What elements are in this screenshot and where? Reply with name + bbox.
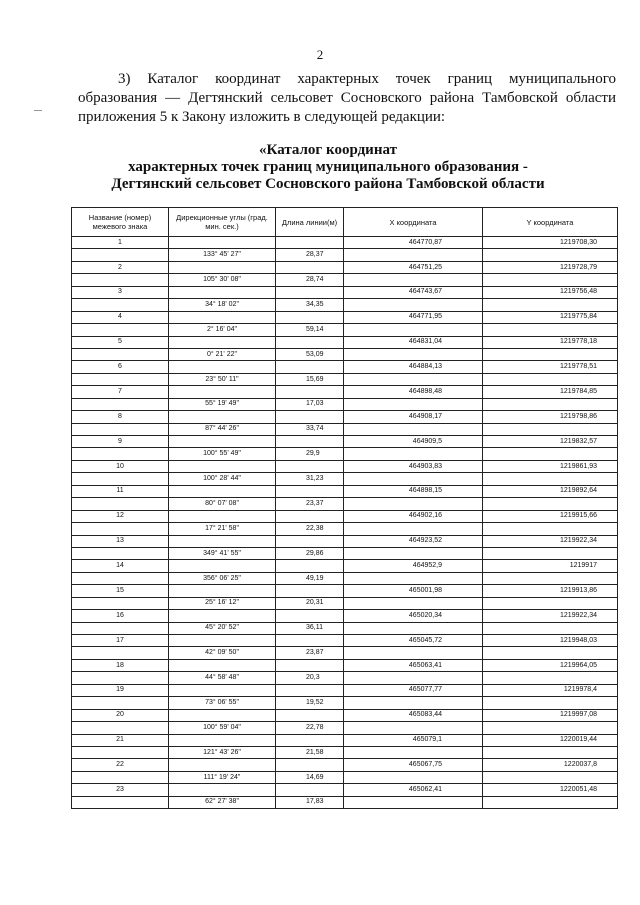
empty-cell bbox=[344, 523, 483, 535]
direction-angle-cell: 55° 19' 49" bbox=[169, 398, 276, 410]
line-length-cell: 31,23 bbox=[276, 473, 344, 485]
point-name-cell: 2 bbox=[72, 261, 169, 273]
x-coordinate-cell: 464771,95 bbox=[344, 311, 483, 323]
empty-cell bbox=[344, 423, 483, 435]
empty-cell bbox=[276, 560, 344, 572]
empty-cell bbox=[169, 237, 276, 249]
empty-cell bbox=[483, 672, 618, 684]
y-coordinate-cell: 1219922,34 bbox=[483, 610, 618, 622]
empty-cell bbox=[483, 348, 618, 360]
empty-cell bbox=[72, 423, 169, 435]
empty-cell bbox=[344, 373, 483, 385]
empty-cell bbox=[483, 299, 618, 311]
point-name-cell: 22 bbox=[72, 759, 169, 771]
direction-angle-cell: 111° 19' 24" bbox=[169, 771, 276, 783]
direction-angle-cell: 2° 16' 04" bbox=[169, 324, 276, 336]
y-coordinate-cell: 1219892,64 bbox=[483, 485, 618, 497]
header-x-coordinate: X координата bbox=[344, 208, 483, 237]
empty-cell bbox=[169, 635, 276, 647]
x-coordinate-cell: 464909,5 bbox=[344, 436, 483, 448]
y-coordinate-cell: 1219922,34 bbox=[483, 535, 618, 547]
table-row-point bbox=[72, 386, 618, 398]
empty-cell bbox=[169, 386, 276, 398]
table-row-segment bbox=[72, 249, 618, 261]
direction-angle-cell: 133° 45' 27" bbox=[169, 249, 276, 261]
header-line-length: Длина линии(м) bbox=[276, 208, 344, 237]
empty-cell bbox=[344, 647, 483, 659]
empty-cell bbox=[169, 336, 276, 348]
empty-cell bbox=[276, 237, 344, 249]
line-length-cell: 22,38 bbox=[276, 523, 344, 535]
x-coordinate-cell: 464908,17 bbox=[344, 411, 483, 423]
point-name-cell: 8 bbox=[72, 411, 169, 423]
x-coordinate-cell: 465045,72 bbox=[344, 635, 483, 647]
x-coordinate-cell: 465063,41 bbox=[344, 659, 483, 671]
empty-cell bbox=[72, 697, 169, 709]
empty-cell bbox=[72, 249, 169, 261]
empty-cell bbox=[276, 535, 344, 547]
x-coordinate-cell: 464903,83 bbox=[344, 460, 483, 472]
table-row-point bbox=[72, 759, 618, 771]
table-row-point bbox=[72, 411, 618, 423]
empty-cell bbox=[344, 274, 483, 286]
empty-cell bbox=[483, 597, 618, 609]
line-length-cell: 20,31 bbox=[276, 597, 344, 609]
y-coordinate-cell: 1219964,05 bbox=[483, 659, 618, 671]
x-coordinate-cell: 464831,04 bbox=[344, 336, 483, 348]
line-length-cell: 28,37 bbox=[276, 249, 344, 261]
page-number: 2 bbox=[316, 47, 324, 62]
table-row-segment bbox=[72, 746, 618, 758]
header-point-name: Название (номер) межевого знака bbox=[72, 208, 169, 237]
empty-cell bbox=[276, 759, 344, 771]
table-row-point bbox=[72, 610, 618, 622]
table-row-segment bbox=[72, 622, 618, 634]
line-length-cell: 53,09 bbox=[276, 348, 344, 360]
empty-cell bbox=[72, 672, 169, 684]
table-row-segment bbox=[72, 722, 618, 734]
table-row-segment bbox=[72, 572, 618, 584]
table-row-segment bbox=[72, 697, 618, 709]
direction-angle-cell: 73° 06' 55" bbox=[169, 697, 276, 709]
x-coordinate-cell: 465020,34 bbox=[344, 610, 483, 622]
direction-angle-cell: 17° 21' 58" bbox=[169, 523, 276, 535]
empty-cell bbox=[169, 286, 276, 298]
empty-cell bbox=[276, 261, 344, 273]
empty-cell bbox=[276, 336, 344, 348]
direction-angle-cell: 100° 28' 44" bbox=[169, 473, 276, 485]
empty-cell bbox=[169, 510, 276, 522]
direction-angle-cell: 100° 59' 04" bbox=[169, 722, 276, 734]
point-name-cell: 14 bbox=[72, 560, 169, 572]
empty-cell bbox=[344, 398, 483, 410]
y-coordinate-cell: 1219832,57 bbox=[483, 436, 618, 448]
table-row-segment bbox=[72, 324, 618, 336]
table-row-segment bbox=[72, 498, 618, 510]
point-name-cell: 9 bbox=[72, 436, 169, 448]
direction-angle-cell: 0° 21' 22" bbox=[169, 348, 276, 360]
empty-cell bbox=[483, 274, 618, 286]
header-y-coordinate: Y координата bbox=[483, 208, 618, 237]
empty-cell bbox=[169, 436, 276, 448]
catalog-title bbox=[60, 142, 596, 193]
table-row-segment bbox=[72, 299, 618, 311]
point-name-cell: 11 bbox=[72, 485, 169, 497]
header-direction-angles: Дирекционные углы (град. мин. сек.) bbox=[169, 208, 276, 237]
empty-cell bbox=[276, 436, 344, 448]
table-row-segment bbox=[72, 348, 618, 360]
table-row-point bbox=[72, 261, 618, 273]
line-length-cell: 36,11 bbox=[276, 622, 344, 634]
empty-cell bbox=[72, 473, 169, 485]
direction-angle-cell: 23° 50' 11" bbox=[169, 373, 276, 385]
empty-cell bbox=[483, 373, 618, 385]
catalog-title-line-3: Дегтянский сельсовет Сосновского района Тамбовской области bbox=[111, 176, 545, 192]
line-length-cell: 14,69 bbox=[276, 771, 344, 783]
table-row-point bbox=[72, 510, 618, 522]
empty-cell bbox=[276, 411, 344, 423]
table-row-point bbox=[72, 659, 618, 671]
empty-cell bbox=[276, 286, 344, 298]
line-length-cell: 49,19 bbox=[276, 572, 344, 584]
empty-cell bbox=[344, 746, 483, 758]
empty-cell bbox=[483, 796, 618, 808]
line-length-cell: 17,03 bbox=[276, 398, 344, 410]
empty-cell bbox=[72, 547, 169, 559]
empty-cell bbox=[483, 423, 618, 435]
empty-cell bbox=[72, 373, 169, 385]
y-coordinate-cell: 1219728,79 bbox=[483, 261, 618, 273]
y-coordinate-cell: 1219978,4 bbox=[483, 684, 618, 696]
table-row-point bbox=[72, 784, 618, 796]
line-length-cell: 19,52 bbox=[276, 697, 344, 709]
table-row-point bbox=[72, 237, 618, 249]
empty-cell bbox=[72, 771, 169, 783]
empty-cell bbox=[344, 697, 483, 709]
empty-cell bbox=[169, 759, 276, 771]
x-coordinate-cell: 465083,44 bbox=[344, 709, 483, 721]
empty-cell bbox=[483, 572, 618, 584]
table-row-segment bbox=[72, 547, 618, 559]
x-coordinate-cell: 464952,9 bbox=[344, 560, 483, 572]
y-coordinate-cell: 1219775,84 bbox=[483, 311, 618, 323]
point-name-cell: 20 bbox=[72, 709, 169, 721]
line-length-cell: 15,69 bbox=[276, 373, 344, 385]
empty-cell bbox=[344, 498, 483, 510]
table-body bbox=[72, 237, 618, 809]
empty-cell bbox=[276, 510, 344, 522]
table-row-point bbox=[72, 361, 618, 373]
x-coordinate-cell: 465079,1 bbox=[344, 734, 483, 746]
empty-cell bbox=[344, 348, 483, 360]
point-name-cell: 13 bbox=[72, 535, 169, 547]
empty-cell bbox=[276, 610, 344, 622]
empty-cell bbox=[483, 547, 618, 559]
empty-cell bbox=[72, 746, 169, 758]
empty-cell bbox=[483, 473, 618, 485]
direction-angle-cell: 356° 06' 25" bbox=[169, 572, 276, 584]
table-row-point bbox=[72, 336, 618, 348]
direction-angle-cell: 87° 44' 26" bbox=[169, 423, 276, 435]
direction-angle-cell: 42° 09' 50" bbox=[169, 647, 276, 659]
table-row-segment bbox=[72, 796, 618, 808]
y-coordinate-cell: 1219948,03 bbox=[483, 635, 618, 647]
table-row-segment bbox=[72, 448, 618, 460]
empty-cell bbox=[483, 523, 618, 535]
margin-mark bbox=[34, 110, 42, 111]
empty-cell bbox=[169, 460, 276, 472]
x-coordinate-cell: 464923,52 bbox=[344, 535, 483, 547]
empty-cell bbox=[483, 722, 618, 734]
line-length-cell: 29,9 bbox=[276, 448, 344, 460]
table-row-point bbox=[72, 485, 618, 497]
y-coordinate-cell: 1219778,18 bbox=[483, 336, 618, 348]
y-coordinate-cell: 1219915,66 bbox=[483, 510, 618, 522]
empty-cell bbox=[169, 311, 276, 323]
coordinates-table bbox=[71, 207, 618, 809]
empty-cell bbox=[276, 734, 344, 746]
empty-cell bbox=[72, 398, 169, 410]
table-row-segment bbox=[72, 597, 618, 609]
empty-cell bbox=[276, 784, 344, 796]
empty-cell bbox=[483, 746, 618, 758]
point-name-cell: 21 bbox=[72, 734, 169, 746]
empty-cell bbox=[483, 324, 618, 336]
table-row-segment bbox=[72, 647, 618, 659]
table-row-point bbox=[72, 709, 618, 721]
empty-cell bbox=[72, 498, 169, 510]
point-name-cell: 15 bbox=[72, 585, 169, 597]
y-coordinate-cell: 1219861,93 bbox=[483, 460, 618, 472]
point-name-cell: 18 bbox=[72, 659, 169, 671]
x-coordinate-cell: 464884,13 bbox=[344, 361, 483, 373]
empty-cell bbox=[169, 610, 276, 622]
empty-cell bbox=[276, 460, 344, 472]
point-name-cell: 6 bbox=[72, 361, 169, 373]
point-name-cell: 10 bbox=[72, 460, 169, 472]
empty-cell bbox=[72, 324, 169, 336]
empty-cell bbox=[344, 622, 483, 634]
table-row-point bbox=[72, 684, 618, 696]
empty-cell bbox=[72, 647, 169, 659]
table-row-point bbox=[72, 560, 618, 572]
direction-angle-cell: 80° 07' 08" bbox=[169, 498, 276, 510]
y-coordinate-cell: 1219778,51 bbox=[483, 361, 618, 373]
empty-cell bbox=[169, 560, 276, 572]
y-coordinate-cell: 1220051,48 bbox=[483, 784, 618, 796]
table-row-point bbox=[72, 535, 618, 547]
empty-cell bbox=[344, 572, 483, 584]
empty-cell bbox=[483, 697, 618, 709]
empty-cell bbox=[72, 299, 169, 311]
table-row-segment bbox=[72, 771, 618, 783]
line-length-cell: 23,87 bbox=[276, 647, 344, 659]
x-coordinate-cell: 464898,15 bbox=[344, 485, 483, 497]
table-row-segment bbox=[72, 473, 618, 485]
table-header-row bbox=[72, 208, 618, 237]
empty-cell bbox=[169, 485, 276, 497]
empty-cell bbox=[276, 585, 344, 597]
empty-cell bbox=[169, 411, 276, 423]
line-length-cell: 34,35 bbox=[276, 299, 344, 311]
empty-cell bbox=[72, 572, 169, 584]
empty-cell bbox=[72, 348, 169, 360]
x-coordinate-cell: 464743,67 bbox=[344, 286, 483, 298]
x-coordinate-cell: 465077,77 bbox=[344, 684, 483, 696]
empty-cell bbox=[169, 734, 276, 746]
table-row-segment bbox=[72, 398, 618, 410]
point-name-cell: 23 bbox=[72, 784, 169, 796]
empty-cell bbox=[276, 311, 344, 323]
direction-angle-cell: 105° 30' 08" bbox=[169, 274, 276, 286]
point-name-cell: 5 bbox=[72, 336, 169, 348]
table-row-point bbox=[72, 460, 618, 472]
empty-cell bbox=[276, 659, 344, 671]
line-length-cell: 29,86 bbox=[276, 547, 344, 559]
empty-cell bbox=[483, 771, 618, 783]
direction-angle-cell: 34° 18' 02" bbox=[169, 299, 276, 311]
empty-cell bbox=[344, 796, 483, 808]
y-coordinate-cell: 1219708,30 bbox=[483, 237, 618, 249]
direction-angle-cell: 62° 27' 38" bbox=[169, 796, 276, 808]
empty-cell bbox=[344, 547, 483, 559]
table-row-point bbox=[72, 635, 618, 647]
empty-cell bbox=[483, 448, 618, 460]
empty-cell bbox=[169, 261, 276, 273]
line-length-cell: 23,37 bbox=[276, 498, 344, 510]
x-coordinate-cell: 464751,25 bbox=[344, 261, 483, 273]
empty-cell bbox=[276, 485, 344, 497]
intro-paragraph: 3) Каталог координат характерных точек границ муниципального образования — Дегтянский сельсовет Сосновского района Тамбовской области приложения 5 к Закону изложить в следующей редакции: bbox=[78, 71, 616, 125]
x-coordinate-cell: 465001,98 bbox=[344, 585, 483, 597]
empty-cell bbox=[169, 659, 276, 671]
empty-cell bbox=[344, 299, 483, 311]
empty-cell bbox=[169, 684, 276, 696]
y-coordinate-cell: 1220037,8 bbox=[483, 759, 618, 771]
point-name-cell: 16 bbox=[72, 610, 169, 622]
empty-cell bbox=[344, 249, 483, 261]
empty-cell bbox=[276, 684, 344, 696]
point-name-cell: 1 bbox=[72, 237, 169, 249]
empty-cell bbox=[344, 722, 483, 734]
direction-angle-cell: 45° 20' 52" bbox=[169, 622, 276, 634]
empty-cell bbox=[483, 622, 618, 634]
point-name-cell: 3 bbox=[72, 286, 169, 298]
x-coordinate-cell: 464770,87 bbox=[344, 237, 483, 249]
y-coordinate-cell: 1219913,86 bbox=[483, 585, 618, 597]
empty-cell bbox=[483, 647, 618, 659]
empty-cell bbox=[483, 498, 618, 510]
x-coordinate-cell: 465067,75 bbox=[344, 759, 483, 771]
point-name-cell: 7 bbox=[72, 386, 169, 398]
table-row-segment bbox=[72, 423, 618, 435]
empty-cell bbox=[344, 473, 483, 485]
catalog-title-line-1: «Каталог координат bbox=[259, 142, 397, 158]
empty-cell bbox=[344, 672, 483, 684]
empty-cell bbox=[483, 398, 618, 410]
empty-cell bbox=[344, 597, 483, 609]
table-row-point bbox=[72, 585, 618, 597]
x-coordinate-cell: 464902,16 bbox=[344, 510, 483, 522]
empty-cell bbox=[169, 535, 276, 547]
point-name-cell: 4 bbox=[72, 311, 169, 323]
empty-cell bbox=[276, 635, 344, 647]
table-row-point bbox=[72, 311, 618, 323]
empty-cell bbox=[169, 709, 276, 721]
table-row-segment bbox=[72, 523, 618, 535]
empty-cell bbox=[276, 709, 344, 721]
direction-angle-cell: 121° 43' 26" bbox=[169, 746, 276, 758]
line-length-cell: 21,58 bbox=[276, 746, 344, 758]
y-coordinate-cell: 1220019,44 bbox=[483, 734, 618, 746]
x-coordinate-cell: 465062,41 bbox=[344, 784, 483, 796]
empty-cell bbox=[72, 597, 169, 609]
y-coordinate-cell: 1219917 bbox=[483, 560, 618, 572]
line-length-cell: 22,78 bbox=[276, 722, 344, 734]
empty-cell bbox=[344, 324, 483, 336]
x-coordinate-cell: 464898,48 bbox=[344, 386, 483, 398]
empty-cell bbox=[483, 249, 618, 261]
table-row-point bbox=[72, 286, 618, 298]
direction-angle-cell: 100° 55' 49" bbox=[169, 448, 276, 460]
empty-cell bbox=[276, 386, 344, 398]
empty-cell bbox=[344, 771, 483, 783]
empty-cell bbox=[72, 448, 169, 460]
line-length-cell: 59,14 bbox=[276, 324, 344, 336]
empty-cell bbox=[169, 784, 276, 796]
table-row-segment bbox=[72, 672, 618, 684]
y-coordinate-cell: 1219798,86 bbox=[483, 411, 618, 423]
empty-cell bbox=[169, 585, 276, 597]
table-row-point bbox=[72, 734, 618, 746]
catalog-title-line-2: характерных точек границ муниципального образования - bbox=[128, 159, 528, 175]
empty-cell bbox=[344, 448, 483, 460]
line-length-cell: 33,74 bbox=[276, 423, 344, 435]
y-coordinate-cell: 1219997,08 bbox=[483, 709, 618, 721]
empty-cell bbox=[72, 622, 169, 634]
point-name-cell: 17 bbox=[72, 635, 169, 647]
table-row-segment bbox=[72, 274, 618, 286]
line-length-cell: 20,3 bbox=[276, 672, 344, 684]
empty-cell bbox=[72, 523, 169, 535]
table-row-point bbox=[72, 436, 618, 448]
empty-cell bbox=[72, 796, 169, 808]
point-name-cell: 19 bbox=[72, 684, 169, 696]
empty-cell bbox=[276, 361, 344, 373]
table-row-segment bbox=[72, 373, 618, 385]
line-length-cell: 17,83 bbox=[276, 796, 344, 808]
point-name-cell: 12 bbox=[72, 510, 169, 522]
empty-cell bbox=[169, 361, 276, 373]
line-length-cell: 28,74 bbox=[276, 274, 344, 286]
empty-cell bbox=[72, 274, 169, 286]
y-coordinate-cell: 1219756,48 bbox=[483, 286, 618, 298]
direction-angle-cell: 44° 58' 48" bbox=[169, 672, 276, 684]
y-coordinate-cell: 1219784,85 bbox=[483, 386, 618, 398]
direction-angle-cell: 25° 16' 12" bbox=[169, 597, 276, 609]
direction-angle-cell: 349° 41' 55" bbox=[169, 547, 276, 559]
empty-cell bbox=[72, 722, 169, 734]
